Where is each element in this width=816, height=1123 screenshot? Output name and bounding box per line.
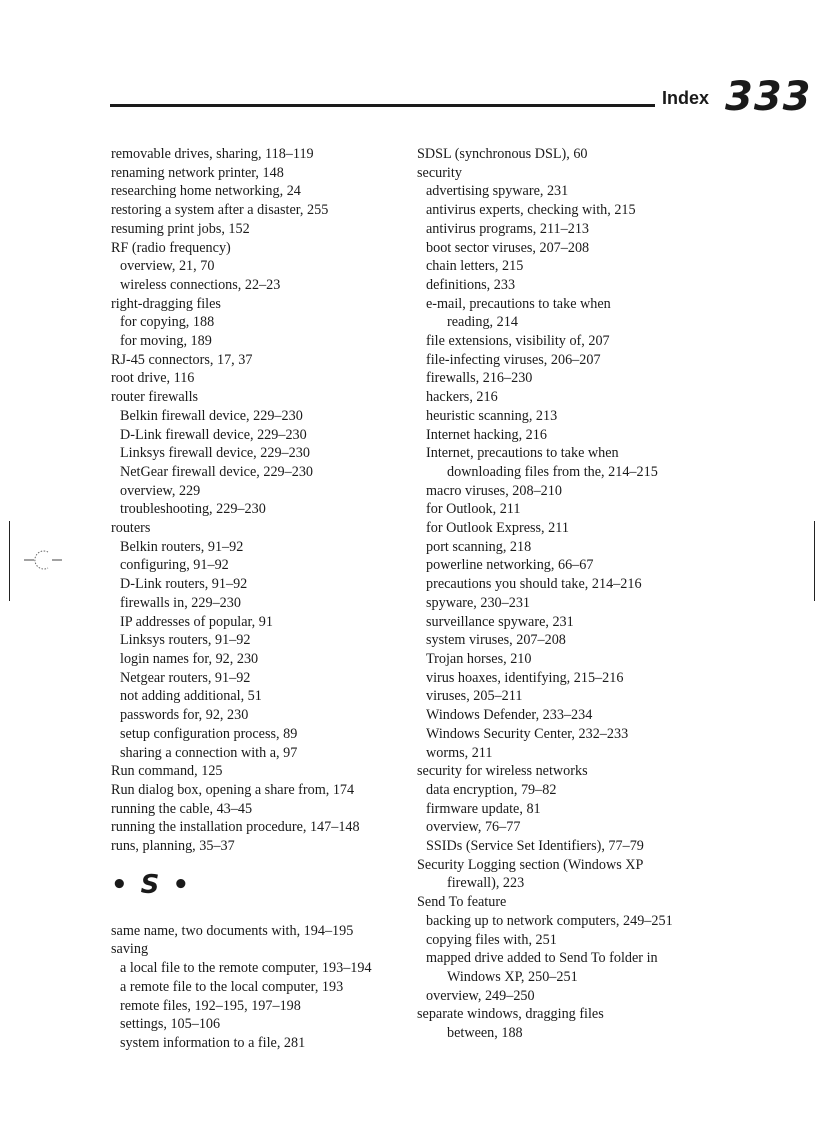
- index-entry: Internet hacking, 216: [426, 426, 547, 443]
- index-entry: right-dragging files: [111, 295, 221, 312]
- index-entry: root drive, 116: [111, 370, 195, 387]
- index-entry: Trojan horses, 210: [426, 650, 532, 667]
- index-entry: worms, 211: [426, 744, 493, 761]
- index-entry: Windows Security Center, 232–233: [426, 725, 629, 742]
- index-entry: saving: [111, 941, 149, 958]
- index-entry: for moving, 189: [120, 333, 212, 350]
- index-entry: firewalls in, 229–230: [120, 594, 241, 611]
- page-number: 333: [725, 74, 812, 120]
- index-entry: D-Link routers, 91–92: [120, 576, 248, 593]
- index-entry: NetGear firewall device, 229–230: [120, 463, 314, 480]
- index-entry: RF (radio frequency): [111, 239, 231, 256]
- index-entry: surveillance spyware, 231: [426, 613, 574, 630]
- index-entry: Netgear routers, 91–92: [120, 669, 251, 686]
- index-entry: file extensions, visibility of, 207: [426, 333, 610, 350]
- right-entries: [417, 145, 747, 1043]
- index-entry: Windows Defender, 233–234: [426, 707, 593, 724]
- index-entry: overview, 21, 70: [120, 258, 215, 275]
- index-entry: configuring, 91–92: [120, 557, 229, 574]
- index-entry: Windows XP, 250–251: [447, 968, 578, 985]
- index-entry: system viruses, 207–208: [426, 632, 566, 649]
- index-entry: macro viruses, 208–210: [426, 482, 562, 499]
- index-entry: antivirus programs, 211–213: [426, 220, 590, 237]
- index-entry: Linksys routers, 91–92: [120, 632, 251, 649]
- index-entry: advertising spyware, 231: [426, 183, 569, 200]
- index-entry: mapped drive added to Send To folder in: [426, 950, 658, 967]
- index-entry: for Outlook Express, 211: [426, 520, 569, 537]
- index-entry: copying files with, 251: [426, 931, 557, 948]
- index-entry: setup configuration process, 89: [120, 725, 298, 742]
- index-entry: RJ-45 connectors, 17, 37: [111, 351, 253, 368]
- index-entry: downloading files from the, 214–215: [447, 463, 658, 480]
- section-label: Index: [662, 88, 710, 108]
- index-entry: file-infecting viruses, 206–207: [426, 351, 601, 368]
- index-entry: for copying, 188: [120, 314, 215, 331]
- index-entry: port scanning, 218: [426, 538, 532, 555]
- index-entry: overview, 249–250: [426, 987, 535, 1004]
- index-entry: researching home networking, 24: [111, 183, 301, 200]
- index-entry: resuming print jobs, 152: [111, 220, 250, 237]
- index-entry: renaming network printer, 148: [111, 164, 284, 181]
- index-entry: SSIDs (Service Set Identifiers), 77–79: [426, 838, 644, 855]
- index-entry: Send To feature: [417, 894, 507, 911]
- index-entry: for Outlook, 211: [426, 501, 521, 518]
- index-entry: Belkin routers, 91–92: [120, 538, 244, 555]
- index-entry: router firewalls: [111, 389, 199, 406]
- index-entry: login names for, 92, 230: [120, 650, 259, 667]
- index-entry: not adding additional, 51: [120, 688, 262, 705]
- index-entry: between, 188: [447, 1025, 523, 1042]
- index-entry: backing up to network computers, 249–251: [426, 912, 673, 929]
- index-entry: wireless connections, 22–23: [120, 276, 281, 293]
- index-column-right: [417, 145, 747, 1043]
- index-entry: separate windows, dragging files: [417, 1006, 604, 1023]
- index-entry: overview, 229: [120, 482, 201, 499]
- index-entry: troubleshooting, 229–230: [120, 501, 266, 518]
- letter-heading: [111, 856, 411, 922]
- index-entry: overview, 76–77: [426, 819, 521, 836]
- index-entry: e-mail, precautions to take when: [426, 295, 611, 312]
- index-entry: heuristic scanning, 213: [426, 407, 558, 424]
- index-entry: hackers, 216: [426, 389, 498, 406]
- index-entry: settings, 105–106: [120, 1016, 221, 1033]
- crop-mark-left: [9, 521, 10, 601]
- index-entry: system information to a file, 281: [120, 1034, 306, 1051]
- index-entry: boot sector viruses, 207–208: [426, 239, 590, 256]
- crop-mark-right: [814, 521, 815, 601]
- index-entry: chain letters, 215: [426, 258, 524, 275]
- index-entry: a local file to the remote computer, 193–194: [120, 960, 372, 977]
- index-entry: powerline networking, 66–67: [426, 557, 594, 574]
- index-entry: routers: [111, 520, 151, 537]
- index-entry: restoring a system after a disaster, 255: [111, 202, 329, 219]
- index-entry: removable drives, sharing, 118–119: [111, 146, 314, 162]
- index-entry: running the installation procedure, 147–148: [111, 819, 360, 836]
- index-entry: firewalls, 216–230: [426, 370, 533, 387]
- index-entry: passwords for, 92, 230: [120, 707, 249, 724]
- index-entry: IP addresses of popular, 91: [120, 613, 273, 630]
- index-entry: Security Logging section (Windows XP: [417, 856, 644, 873]
- index-entry: Linksys firewall device, 229–230: [120, 445, 310, 462]
- index-entry: SDSL (synchronous DSL), 60: [417, 146, 588, 162]
- index-entry: Run command, 125: [111, 763, 223, 780]
- index-entry: viruses, 205–211: [426, 688, 523, 705]
- index-column-left: [111, 145, 411, 1053]
- index-entry: same name, two documents with, 194–195: [111, 922, 354, 939]
- left-entries-s: [111, 922, 411, 1053]
- index-entry: data encryption, 79–82: [426, 781, 557, 798]
- index-entry: Run dialog box, opening a share from, 174: [111, 781, 355, 798]
- index-entry: Belkin firewall device, 229–230: [120, 407, 303, 424]
- index-entry: antivirus experts, checking with, 215: [426, 202, 636, 219]
- index-entry: reading, 214: [447, 314, 518, 331]
- index-entry: virus hoaxes, identifying, 215–216: [426, 669, 624, 686]
- index-entry: definitions, 233: [426, 276, 516, 293]
- page-header: [110, 74, 812, 120]
- index-entry: firmware update, 81: [426, 800, 541, 817]
- letter-heading-text: • S •: [111, 869, 192, 900]
- header-rule: [110, 104, 655, 107]
- index-entry: runs, planning, 35–37: [111, 838, 235, 855]
- left-entries: [111, 145, 411, 856]
- index-entry: security: [417, 164, 462, 181]
- index-entry: spyware, 230–231: [426, 594, 531, 611]
- index-entry: precautions you should take, 214–216: [426, 576, 642, 593]
- index-entry: firewall), 223: [447, 875, 525, 892]
- index-entry: security for wireless networks: [417, 763, 588, 780]
- index-entry: running the cable, 43–45: [111, 800, 253, 817]
- registration-mark-icon: [22, 547, 64, 573]
- index-entry: a remote file to the local computer, 193: [120, 978, 344, 995]
- index-entry: remote files, 192–195, 197–198: [120, 997, 301, 1014]
- index-entry: Internet, precautions to take when: [426, 445, 619, 462]
- index-entry: sharing a connection with a, 97: [120, 744, 298, 761]
- index-entry: D-Link firewall device, 229–230: [120, 426, 307, 443]
